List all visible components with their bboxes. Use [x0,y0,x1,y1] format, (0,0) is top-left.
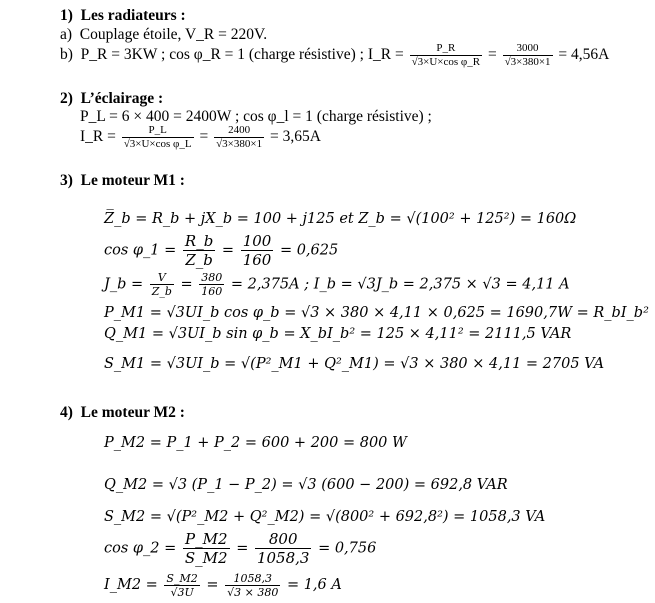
jb-left: J_b = [104,276,144,293]
cos-phi2-left: cos φ_2 = [104,540,177,557]
il-result: = 3,65A [269,128,321,146]
section-4-line-5: I_M2 = $\frac{S\_M2}{√3U}$ = $\frac{1058,3}{√3 \times 380}$ = 1,6 A [104,571,342,599]
fraction-sm2-sqrt3u: $\frac{S\_M2}{√3U}$ [166,571,198,599]
section-4-line-4: cos φ_2 = $\frac{P\_M2}{S\_M2}$ = $\frac{800}{1058,3}$ = 0,756 [104,530,377,567]
section-4-line-1: P_M2 = P_1 + P_2 = 600 + 200 = 800 W [104,435,407,451]
cos-phi1-left: cos φ_1 = [104,242,177,259]
section-3-line-1: Z̅_b = R_b + jX_b = 100 + j125 et Z_b = √(100² + 125²) = 160Ω [104,211,577,227]
section-3-line-4: P_M1 = √3UI_b cos φ_b = √3 × 380 × 4,11 × 0,625 = 1690,7W = R_bI_b² [104,305,649,321]
section-1-title: 1) Les radiateurs : [60,7,186,24]
section-1-line-a: a) Couplage étoile, V_R = 220V. [60,26,268,43]
fraction-380-160: $\frac{380}{160}$ [201,271,223,298]
fraction-v-zb: $\frac{V}{Z\_b}$ [151,271,172,298]
fraction-100-160: $\frac{100}{160}$ [242,232,272,269]
section-3-line-2: cos φ_1 = $\frac{R\_b}{Z\_b}$ = $\frac{100}{160}$ = 0,625 [104,232,339,269]
jb-result: = 2,375A ; I_b = √3J_b = 2,375 × √3 = 4,11 A [230,276,570,293]
line-b-left: b) P_R = 3KW ; cos φ_R = 1 (charge résistive) ; I_R = [60,46,404,64]
section-3-line-6: S_M1 = √3UI_b = √(P²_M1 + Q²_M1) = √3 × 380 × 4,11 = 2705 VA [104,356,605,372]
section-3-line-5: Q_M1 = √3UI_b sin φ_b = X_bI_b² = 125 × 4,11² = 2111,5 VAR [104,326,572,342]
cos-phi1-result: = 0,625 [279,242,339,259]
fraction-ir-symbolic: $\frac{P\_R}{\text{√3×U×cos φ\_R}}$ [411,42,481,68]
fraction-1058-sqrt3x380: $\frac{1058,3}{√3 \times 380}$ [227,571,279,599]
section-2-title: 2) L’éclairage : [60,90,164,107]
section-2-line-1: P_L = 6 × 400 = 2400W ; cos φ_l = 1 (charge résistive) ; [80,108,432,125]
fraction-il-symbolic: $\frac{P\_L}{\text{√3×U×cos φ\_L}}$ [123,124,192,150]
im2-left: I_M2 = [104,577,158,593]
section-1-line-b: b) P_R = 3KW ; cos φ_R = 1 (charge résistive) ; I_R = $\frac{P\_R}{\text{√3×U×cos φ\_R}}$ = $\frac{3000}{√3\times 380\times 1}$ = 4,56A [60,42,610,68]
line-2-left: I_R = [80,128,116,146]
fraction-ir-numeric: $\frac{3000}{√3\times 380\times 1}$ [504,42,551,68]
section-4-title: 4) Le moteur M2 : [60,404,185,421]
section-4-line-2: Q_M2 = √3 (P_1 − P_2) = √3 (600 − 200) = 692,8 VAR [104,477,508,493]
fraction-pm2-sm2: $\frac{P\_M2}{S\_M2}$ [184,530,228,567]
fraction-800-1058: $\frac{800}{1058,3}$ [256,530,310,567]
section-4-line-3: S_M2 = √(P²_M2 + Q²_M2) = √(800² + 692,8²) = 1058,3 VA [104,509,546,525]
ir-result: = 4,56A [558,46,610,64]
section-3-line-3: J_b = $\frac{V}{Z\_b}$ = $\frac{380}{160}$ = 2,375A ; I_b = √3J_b = 2,375 × √3 = 4,11 A [104,271,570,298]
cos-phi2-result: = 0,756 [318,540,377,557]
fraction-rb-zb: $\frac{R\_b}{Z\_b}$ [184,232,214,269]
im2-result: = 1,6 A [286,577,342,593]
section-3-title: 3) Le moteur M1 : [60,172,185,189]
fraction-il-numeric: $\frac{2400}{√3\times 380\times 1}$ [216,124,263,150]
section-2-line-2: I_R = $\frac{P\_L}{\text{√3×U×cos φ\_L}}$ = $\frac{2400}{√3\times 380\times 1}$ = 3,65A [80,124,321,150]
